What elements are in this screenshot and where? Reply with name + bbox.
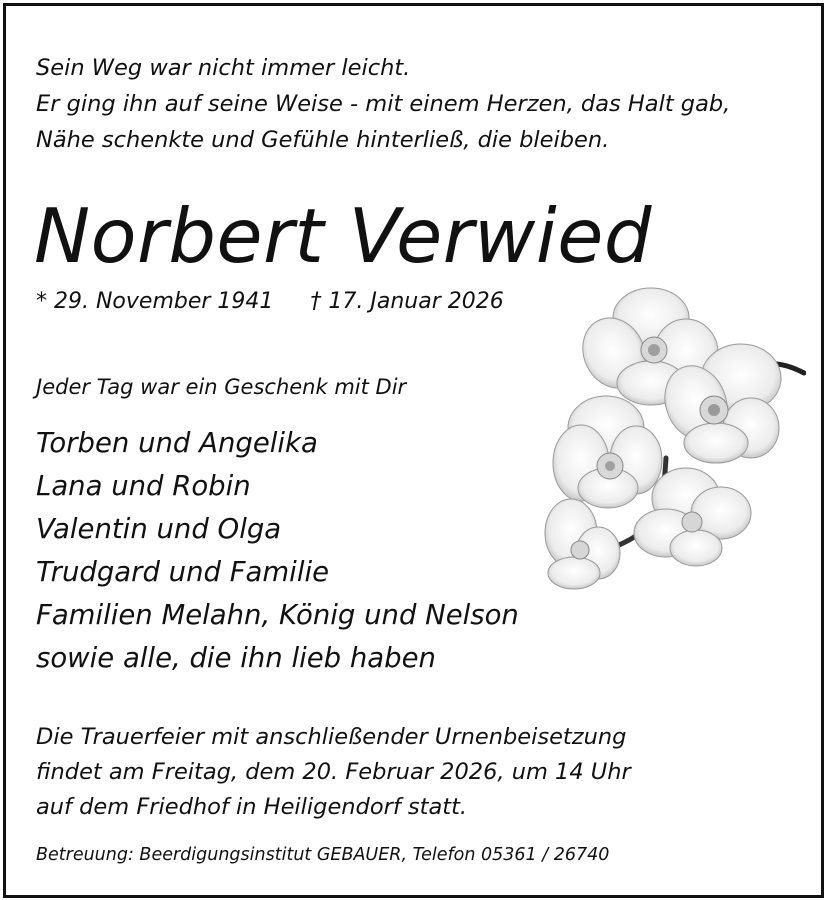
death-date: † 17. Januar 2026: [310, 289, 504, 314]
mourner-line: Trudgard und Familie: [36, 556, 330, 588]
mourners-list: [36, 422, 519, 680]
ceremony-line-1: Die Trauerfeier mit anschließender Urnenbeisetzung: [36, 724, 627, 750]
quote-line-1: Sein Weg war nicht immer leicht.: [36, 55, 411, 81]
mourner-line: Familien Melahn, König und Nelson: [36, 599, 519, 631]
life-dates: [36, 287, 504, 317]
funeral-home-info: Betreuung: Beerdigungsinstitut GEBAUER, Telefon 05361 / 26740: [36, 845, 610, 865]
mourner-line: Torben und Angelika: [36, 427, 318, 459]
ceremony-line-2: findet am Freitag, dem 20. Februar 2026, um 14 Uhr: [36, 759, 631, 785]
quote-line-2: Er ging ihn auf seine Weise - mit einem Herzen, das Halt gab,: [36, 91, 731, 117]
ceremony-notice: [36, 720, 631, 825]
birth-date: * 29. November 1941: [36, 289, 274, 314]
mourner-line: sowie alle, die ihn lieb haben: [36, 642, 436, 674]
quote-line-3: Nähe schenkte und Gefühle hinterließ, die bleiben.: [36, 127, 610, 153]
deceased-name: Norbert Verwied: [34, 192, 652, 280]
ceremony-line-3: auf dem Friedhof in Heiligendorf statt.: [36, 794, 468, 820]
quote-block: [36, 50, 730, 158]
mourner-line: Valentin und Olga: [36, 513, 282, 545]
orchid-illustration: [536, 278, 806, 593]
motto: Jeder Tag war ein Geschenk mit Dir: [36, 375, 407, 399]
mourner-line: Lana und Robin: [36, 470, 251, 502]
obituary-card: [3, 3, 824, 898]
